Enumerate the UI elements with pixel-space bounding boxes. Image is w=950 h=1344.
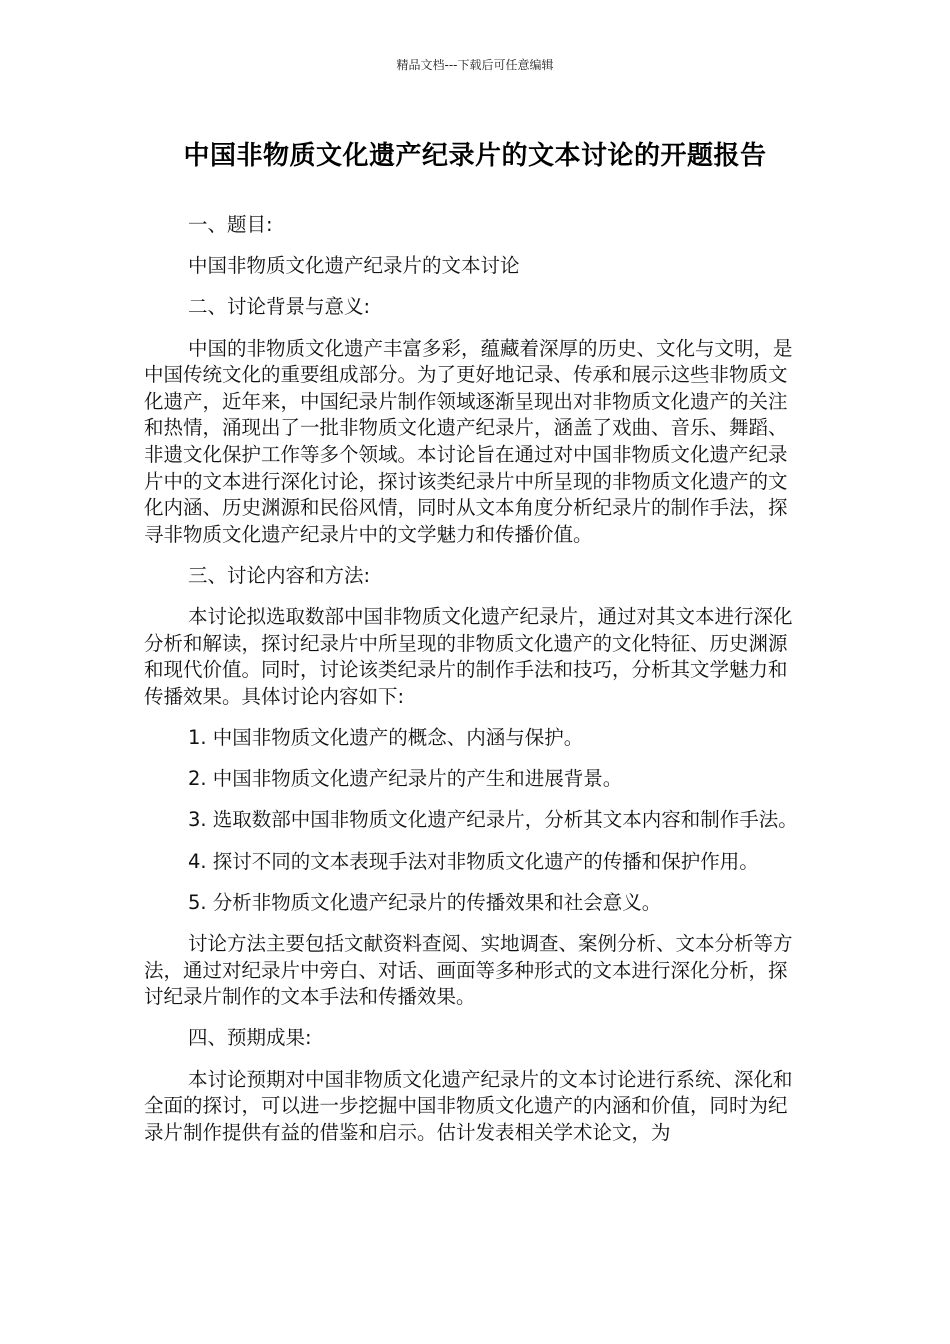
list-item: 2. 中国非物质文化遗产纪录片的产生和进展背景。: [188, 767, 623, 791]
background-paragraph: 中国的非物质文化遗产丰富多彩，蕴藏着深厚的历史、文化与文明，是中国传统文化的重要组成部分。为了更好地记录、传承和展示这些非物质文化遗产，近年来，中国纪录片制作领域逐渐呈现出对非物质文化遗产的关注和热情，涌现出了一批非物质文化遗产纪录片，涵盖了戏曲、音乐、舞蹈、非遗文化保护工作等多个领域。本讨论旨在通过对中国非物质文化遗产纪录片中的文本进行深化讨论，探讨该类纪录片中所呈现的非物质文化遗产的文化内涵、历史渊源和民俗风情，同时从文本角度分析纪录片的制作手法，探寻非物质文化遗产纪录片中的文学魅力和传播价值。: [144, 336, 793, 546]
page-header: 精品文档---下载后可任意编辑: [396, 58, 554, 72]
section-heading-topic: 一、题目:: [188, 213, 273, 236]
list-item: 4. 探讨不同的文本表现手法对非物质文化遗产的传播和保护作用。: [188, 849, 759, 873]
section-heading-content-method: 三、讨论内容和方法:: [188, 563, 371, 587]
document-title: 中国非物质文化遗产纪录片的文本讨论的开题报告: [183, 141, 767, 171]
section-heading-expected-results: 四、预期成果:: [188, 1026, 312, 1050]
list-item: 1. 中国非物质文化遗产的概念、内涵与保护。: [188, 726, 584, 750]
topic-text: 中国非物质文化遗产纪录片的文本讨论: [188, 254, 520, 278]
document-body: [144, 212, 804, 1146]
method-paragraph: 讨论方法主要包括文献资料查阅、实地调查、案例分析、文本分析等方法，通过对纪录片中旁白、对话、画面等多种形式的文本进行深化分析，探讨纪录片制作的文本手法和传播效果。: [144, 932, 793, 1009]
content-intro-paragraph: 本讨论拟选取数部中国非物质文化遗产纪录片，通过对其文本进行深化分析和解读，探讨纪录片中所呈现的非物质文化遗产的文化特征、历史渊源和现代价值。同时，讨论该类纪录片的制作手法和技巧，分析其文学魅力和传播效果。具体讨论内容如下:: [144, 605, 793, 708]
list-item: 5. 分析非物质文化遗产纪录片的传播效果和社会意义。: [188, 890, 662, 914]
section-heading-background: 二、讨论背景与意义:: [188, 295, 371, 319]
list-item: 3. 选取数部中国非物质文化遗产纪录片，分析其文本内容和制作手法。: [188, 808, 798, 832]
expected-results-paragraph: 本讨论预期对中国非物质文化遗产纪录片的文本讨论进行系统、深化和全面的探讨，可以进一步挖掘中国非物质文化遗产的内涵和价值，同时为纪录片制作提供有益的借鉴和启示。估计发表相关学术论文，为: [144, 1067, 793, 1144]
